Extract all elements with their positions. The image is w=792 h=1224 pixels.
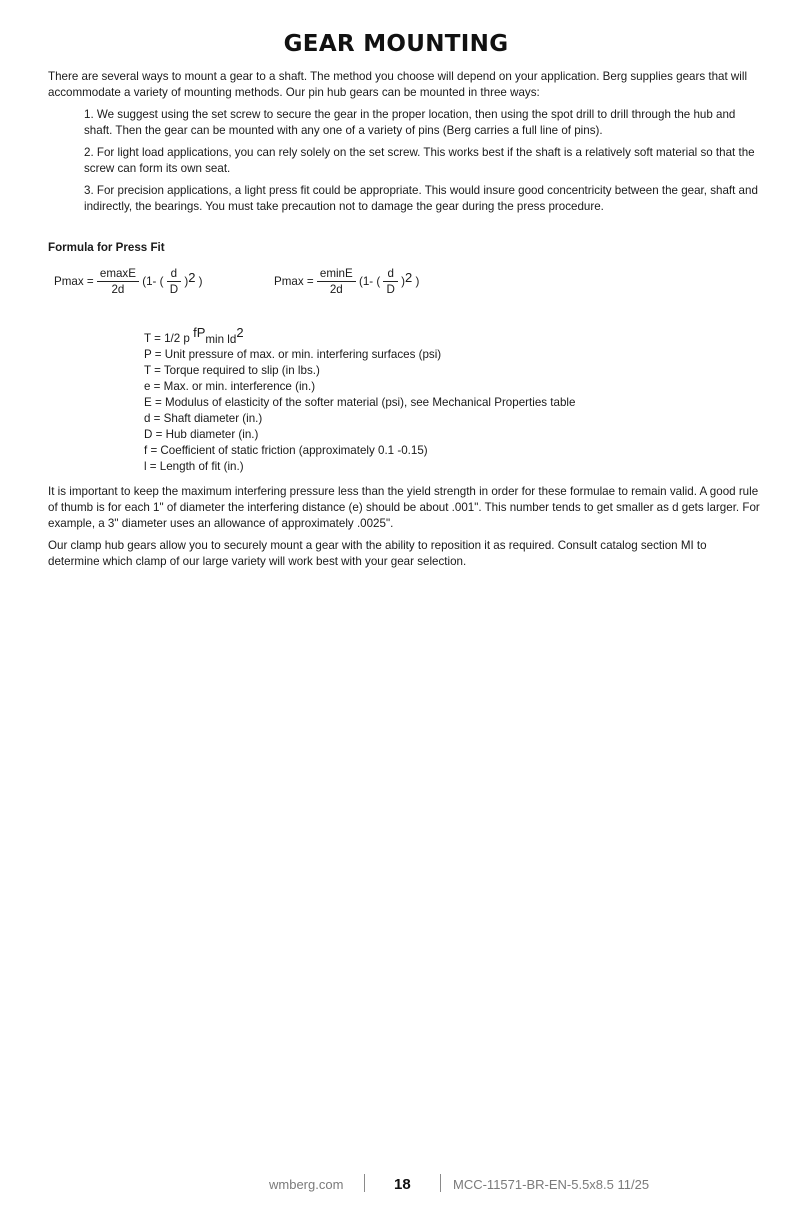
page-number: 18: [394, 1176, 411, 1193]
definition-item: l = Length of fit (in.): [144, 460, 244, 473]
ratio-numerator: d: [383, 266, 397, 282]
ratio-denominator: D: [169, 283, 179, 296]
document-code: MCC-11571-BR-EN-5.5x8.5 11/25: [453, 1177, 650, 1192]
pressure-paragraph: It is important to keep the maximum interfering pressure less than the yield strength in order for these formulae to remain valid. A good rule of thumb is for each 1" of diameter the interfering distance (e) should be about .001". This number tends to get smaller as d gets larger. For example, a 3" diameter uses an allowance of approximately .0025".: [48, 485, 760, 530]
fraction-numerator: eminE: [317, 266, 356, 282]
page-title: GEAR MOUNTING: [283, 31, 509, 57]
formula-heading: Formula for Press Fit: [48, 241, 165, 254]
definition-item: e = Max. or min. interference (in.): [144, 380, 316, 393]
formula-fraction: [97, 266, 139, 297]
definition-item: P = Unit pressure of max. or min. interfering surfaces (psi): [144, 348, 442, 361]
ratio-numerator: d: [167, 266, 181, 282]
content: [48, 69, 760, 576]
formula-exponent: 2: [404, 269, 413, 285]
intro-paragraph: There are several ways to mount a gear to a shaft. The method you choose will depend on your application. Berg supplies gears that will accommodate a variety of mounting methods. Our pin hub gears can be mounted in three ways:: [48, 70, 748, 99]
formula-open: (1- (: [142, 274, 164, 288]
definition-item: D = Hub diameter (in.): [144, 428, 259, 441]
footer-website-link[interactable]: wmberg.com: [269, 1177, 344, 1192]
fraction-numerator: emaxE: [97, 266, 139, 282]
page-footer: [0, 1174, 792, 1196]
footer-divider: [364, 1174, 365, 1192]
definition-item: f = Coefficient of static friction (approximately 0.1 -0.15): [144, 444, 428, 457]
fraction-denominator: 2d: [329, 283, 343, 296]
diameter-ratio-fraction: [167, 266, 181, 297]
formula-end: ): [198, 274, 203, 288]
press-fit-formulas: [48, 264, 760, 312]
formula-min-interference: [274, 266, 419, 302]
definition-item: T = Torque required to slip (in lbs.): [144, 364, 320, 377]
formula-open: (1- (: [358, 274, 381, 288]
formula-lhs: Pmax =: [274, 274, 314, 288]
formula-end: ): [415, 274, 420, 288]
formula-max-interference: [54, 266, 203, 302]
definition-item: E = Modulus of elasticity of the softer material (psi), see Mechanical Properties table: [144, 396, 576, 409]
torque-exponent: 2: [236, 325, 244, 340]
formula-close-paren: ): [184, 274, 189, 288]
clamp-paragraph: Our clamp hub gears allow you to securely mount a gear with the ability to reposition it as required. Consult catalog section MI to determine which clamp of our large variety will work best with your gear selection.: [48, 539, 707, 568]
mounting-methods-list: [84, 107, 760, 215]
torque-superscript: fP: [193, 325, 206, 340]
diameter-ratio-fraction: [383, 266, 397, 297]
mounting-method: 1. We suggest using the set screw to secure the gear in the proper location, then using the spot drill to drill through the hub and shaft. Then the gear can be mounted with any one of a variety of pins (Berg carries a full line of pins).: [84, 108, 736, 137]
mounting-method: 2. For light load applications, you can rely solely on the set screw. This works best if the shaft is a relatively soft material so that the screw can form its own seat.: [84, 146, 755, 175]
formula-exponent: 2: [188, 269, 196, 285]
formula-close-paren: ): [401, 274, 405, 288]
torque-formula: [144, 325, 760, 347]
torque-prefix: T = 1/2 p: [144, 332, 194, 345]
formula-lhs: Pmax =: [54, 274, 94, 288]
footer-divider: [440, 1174, 441, 1192]
fraction-denominator: 2d: [111, 283, 125, 296]
mounting-method: 3. For precision applications, a light press fit could be appropriate. This would insure good concentricity between the gear, shaft and indirectly, the bearings. You must take precaution not to damage the gear during the press procedure.: [84, 184, 758, 213]
formula-fraction: [317, 266, 356, 297]
variable-definitions: [144, 325, 760, 475]
ratio-denominator: D: [386, 283, 395, 296]
definition-item: d = Shaft diameter (in.): [144, 412, 263, 425]
torque-subscript: min ld: [205, 333, 237, 346]
